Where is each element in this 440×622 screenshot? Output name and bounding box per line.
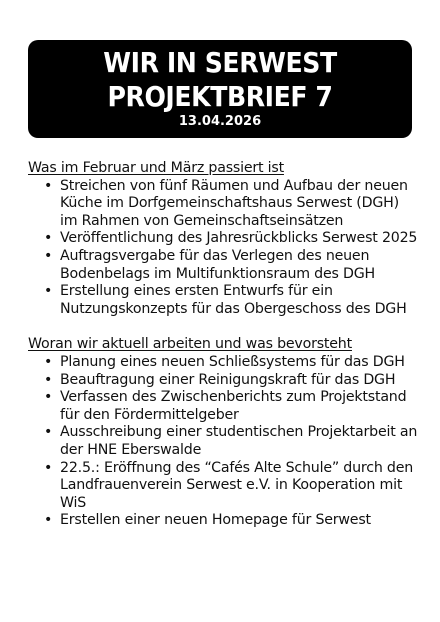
list-item-text: 22.5.: Eröffnung des “Cafés Alte Schule” durch den Landfrauenverein Serwest e.V. in Kooperation mit WiS [60,459,414,511]
list-item-text: Erstellen einer neuen Homepage für Serwest [60,512,371,529]
header-title-line-1: WIR IN SERWEST [103,46,337,79]
bullet-list [28,178,418,319]
bullet-icon: • [44,177,53,194]
list-item [40,389,418,424]
list-item-text: Beauftragung einer Reinigungskraft für das DGH [60,371,396,388]
bullet-icon: • [44,230,53,247]
section-heading: Woran wir aktuell arbeiten und was bevorsteht [28,336,352,353]
bullet-icon: • [44,353,53,370]
section-past [28,160,418,318]
bullet-list [28,354,418,530]
list-item [40,372,418,390]
list-item-text: Auftragsvergabe für das Verlegen des neuen Bodenbelags im Multifunktionsraum des DGH [60,247,376,282]
bullet-icon: • [44,512,53,529]
list-item-text: Erstellung eines ersten Entwurfs für ein Nutzungskonzepts für das Obergeschoss des DGH [60,283,407,317]
bullet-icon: • [44,283,53,300]
bullet-icon: • [44,371,53,388]
list-item-text: Veröffentlichung des Jahresrückblicks Serwest 2025 [60,230,418,247]
bullet-icon: • [44,459,53,476]
content [28,160,418,530]
bullet-icon: • [44,389,53,406]
list-item-text: Ausschreibung einer studentischen Projektarbeit an der HNE Eberswalde [60,424,418,458]
list-item [40,512,418,530]
bullet-icon: • [44,247,53,264]
section-heading: Was im Februar und März passiert ist [28,160,284,176]
list-item [40,354,418,372]
list-item [40,230,418,248]
list-item [40,424,418,459]
list-item [40,178,418,231]
bullet-icon: • [44,424,53,441]
list-item-text: Verfassen des Zwischenberichts zum Projektstand für den Fördermittelgeber [60,389,407,423]
header-date: 13.04.2026 [178,114,262,129]
list-item [40,283,418,318]
list-item [40,248,418,283]
list-item-text: Planung eines neuen Schließsystems für das DGH [60,353,405,370]
header-title-line-2: PROJEKTBRIEF 7 [107,80,333,113]
header-banner [28,40,412,138]
section-current [28,336,418,530]
list-item-text: Streichen von fünf Räumen und Aufbau der neuen Küche im Dorfgemeinschaftshaus Serwest (DGH) im Rahmen von Gemeinschaftseinsätzen [60,177,408,229]
list-item [40,460,418,513]
